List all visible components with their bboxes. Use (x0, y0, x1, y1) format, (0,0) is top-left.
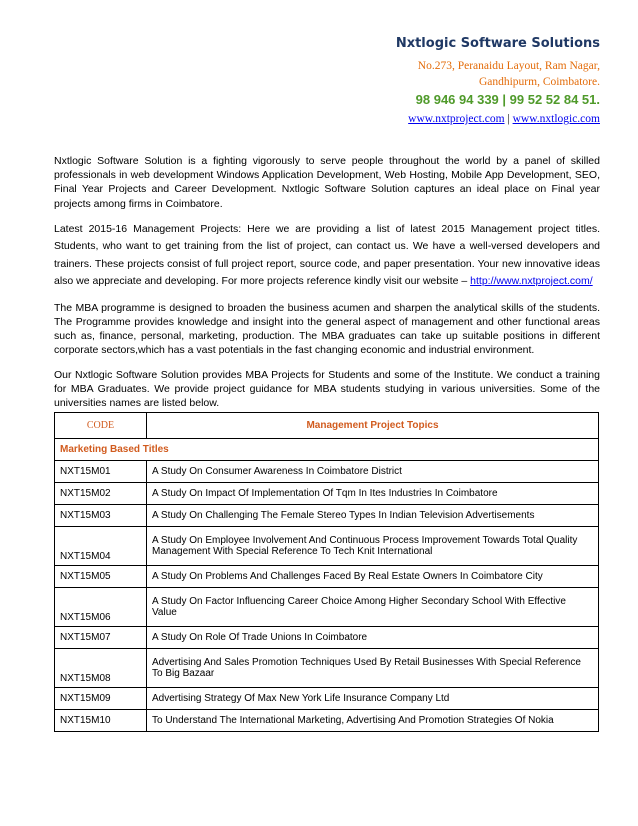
table-row (55, 688, 599, 710)
project-topics-table (54, 412, 599, 732)
row-code: NXT15M02 (55, 483, 147, 505)
row-topic: A Study On Factor Influencing Career Choice Among Higher Secondary School With Effective Value (147, 588, 599, 627)
row-code: NXT15M05 (55, 566, 147, 588)
row-code: NXT15M06 (55, 588, 147, 627)
section-title: Marketing Based Titles (55, 439, 599, 461)
table-row (55, 505, 599, 527)
row-code: NXT15M04 (55, 527, 147, 566)
link-nxtlogic[interactable]: www.nxtlogic.com (512, 113, 600, 125)
company-name: Nxtlogic Software Solutions (395, 36, 600, 51)
row-topic: A Study On Role Of Trade Unions In Coimbatore (147, 627, 599, 649)
row-topic: A Study On Consumer Awareness In Coimbatore District (147, 461, 599, 483)
address-line-2: Gandhipurm, Coimbatore. (478, 76, 600, 88)
row-topic: Advertising And Sales Promotion Techniques Used By Retail Businesses With Special Reference To Big Bazaar (147, 649, 599, 688)
paragraph-latest-projects (54, 221, 600, 291)
website-link[interactable]: http://www.nxtproject.com/ (470, 275, 593, 288)
address-line-1: No.273, Peranaidu Layout, Ram Nagar, (417, 60, 600, 72)
paragraph-mba-programme: The MBA programme is designed to broaden the business acumen and sharpen the analytical skills of the students. The Programme provides knowledge and insight into the general aspect of management and other functional areas such as, finance, personal, marketing, production. The MBA graduates can take up suitable positions in different corporate sectors,which has a vast potentials in the fast changing economic and industrial environment. (54, 301, 600, 357)
table-row (55, 461, 599, 483)
table-row (55, 483, 599, 505)
paragraph-mba-projects: Our Nxtlogic Software Solution provides MBA Projects for Students and some of the Institute. We conduct a training for MBA Graduates. We provide project guidance for MBA students studying in various universities. Some of the universities names are listed below. (54, 368, 600, 410)
table-row (55, 588, 599, 627)
paragraph-latest-projects-text: Latest 2015-16 Management Projects: Here we are providing a list of latest 2015 Management project titles. Students, who want to get training from the list of project, can contact us. We have a well-versed developers and trainers. These projects consist of full project report, source code, and paper presentation. Your new innovative ideas also we appreciate and developing. For more projects reference kindly visit our website – (54, 222, 600, 288)
table-row (55, 566, 599, 588)
table-row (55, 710, 599, 732)
document-body (54, 154, 600, 420)
row-code: NXT15M07 (55, 627, 147, 649)
row-topic: To Understand The International Marketing, Advertising And Promotion Strategies Of Nokia (147, 710, 599, 732)
row-topic: A Study On Challenging The Female Stereo Types In Indian Television Advertisements (147, 505, 599, 527)
row-topic: A Study On Employee Involvement And Continuous Process Improvement Towards Total Quality Management With Special Reference To Tech Knit International (147, 527, 599, 566)
row-code: NXT15M01 (55, 461, 147, 483)
phone-numbers: 98 946 94 339 | 99 52 52 84 51. (415, 92, 600, 107)
row-topic: A Study On Problems And Challenges Faced By Real Estate Owners In Coimbatore City (147, 566, 599, 588)
row-code: NXT15M10 (55, 710, 147, 732)
row-topic: Advertising Strategy Of Max New York Life Insurance Company Ltd (147, 688, 599, 710)
row-code: NXT15M03 (55, 505, 147, 527)
link-nxtproject[interactable]: www.nxtproject.com (408, 113, 505, 125)
section-row (55, 439, 599, 461)
header-topic: Management Project Topics (147, 413, 599, 439)
letterhead (240, 34, 600, 128)
paragraph-intro: Nxtlogic Software Solution is a fighting vigorously to serve people throughout the world by a panel of skilled professionals in web development Windows Application Development, Web Hosting, Mobile App Development, SEO, Final Year Projects and Career Development. Nxtlogic Software Solution captures an ideal place on Final year projects among firms in Coimbatore. (54, 155, 600, 210)
table-header-row (55, 413, 599, 439)
table-row (55, 627, 599, 649)
table-row (55, 527, 599, 566)
row-code: NXT15M09 (55, 688, 147, 710)
website-links (240, 110, 600, 128)
row-topic: A Study On Impact Of Implementation Of Tqm In Ites Industries In Coimbatore (147, 483, 599, 505)
row-code: NXT15M08 (55, 649, 147, 688)
header-code: CODE (55, 413, 147, 439)
link-separator: | (504, 113, 513, 125)
table-row (55, 649, 599, 688)
